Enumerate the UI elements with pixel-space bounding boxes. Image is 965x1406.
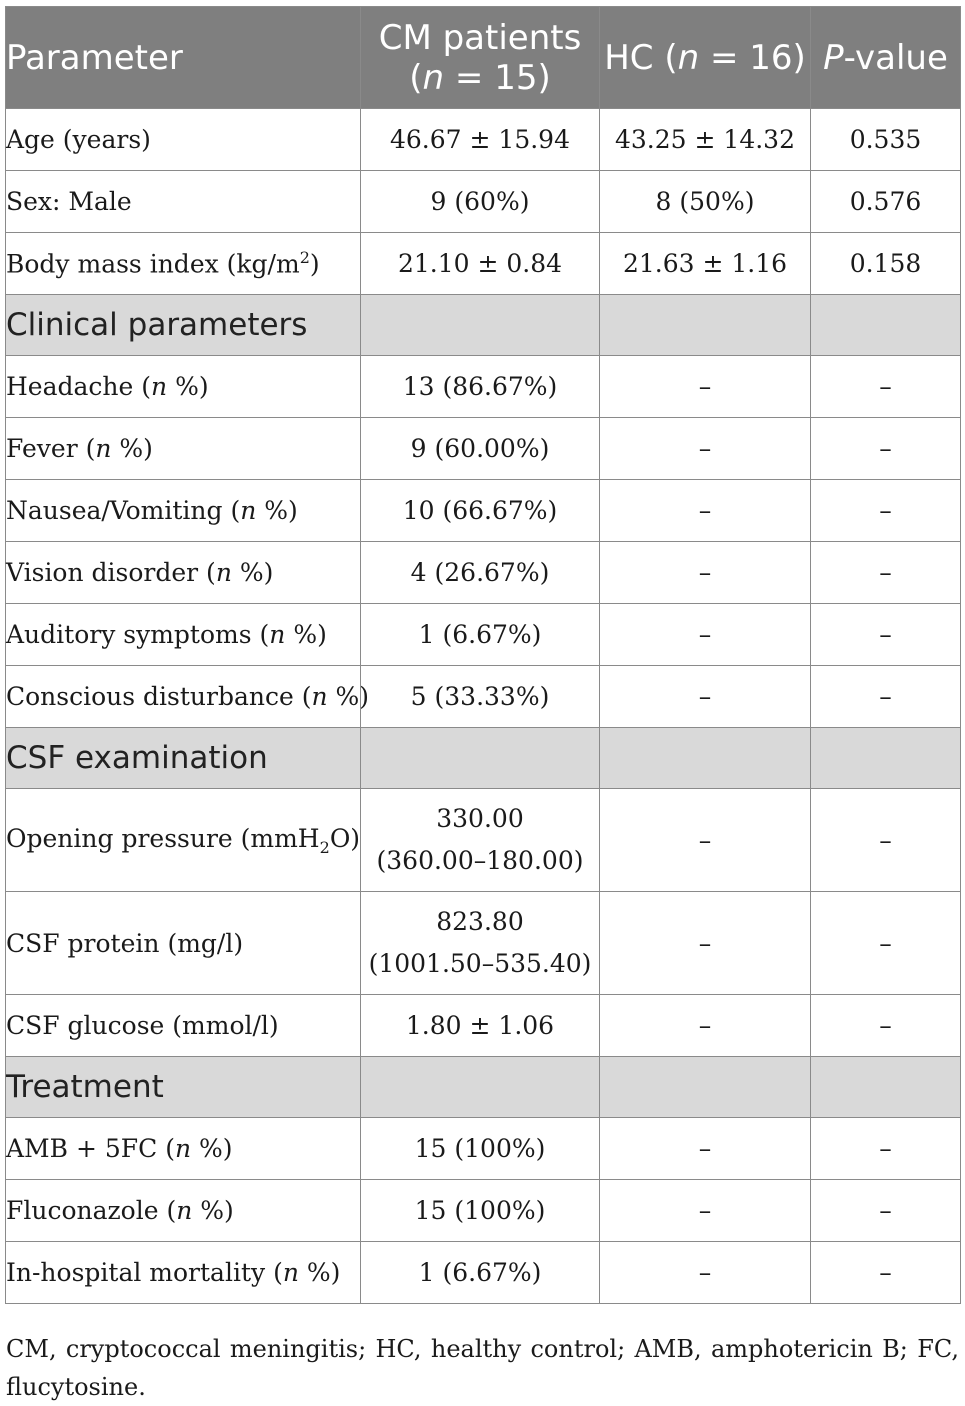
p-value: – [811, 1180, 961, 1242]
table-row [6, 604, 961, 666]
cm-value: 1.80 ± 1.06 [361, 995, 600, 1057]
hc-value: – [600, 356, 811, 418]
header-parameter: Parameter [6, 7, 361, 109]
table-row [6, 995, 961, 1057]
cm-value: 15 (100%) [361, 1118, 600, 1180]
table-row [6, 109, 961, 171]
cm-value: 15 (100%) [361, 1180, 600, 1242]
row-label: Fluconazole (n %) [6, 1180, 361, 1242]
p-value: – [811, 892, 961, 995]
row-label: CSF glucose (mmol/l) [6, 995, 361, 1057]
hc-value: – [600, 789, 811, 892]
cm-value: 1 (6.67%) [361, 604, 600, 666]
header-cm-patients: CM patients (n = 15) [361, 7, 600, 109]
table-row [6, 666, 961, 728]
row-label: Headache (n %) [6, 356, 361, 418]
p-value: 0.535 [811, 109, 961, 171]
table-row [6, 892, 961, 995]
cm-value: 4 (26.67%) [361, 542, 600, 604]
header-hc: HC (n = 16) [600, 7, 811, 109]
cm-value: 21.10 ± 0.84 [361, 233, 600, 295]
cm-value: 330.00 (360.00–180.00) [361, 789, 600, 892]
table-row [6, 171, 961, 233]
row-label: Opening pressure (mmH$_2$O) [6, 789, 361, 892]
p-value: – [811, 789, 961, 892]
p-value: 0.576 [811, 171, 961, 233]
cm-value: 13 (86.67%) [361, 356, 600, 418]
section-row-clinical [6, 295, 961, 356]
characteristics-table [5, 6, 961, 1304]
p-value: – [811, 1118, 961, 1180]
hc-value: – [600, 995, 811, 1057]
hc-value: – [600, 604, 811, 666]
cm-value: 10 (66.67%) [361, 480, 600, 542]
hc-value: – [600, 1242, 811, 1304]
row-label: Conscious disturbance (n %) [6, 666, 361, 728]
p-value: – [811, 542, 961, 604]
table-row [6, 789, 961, 892]
table-row [6, 1118, 961, 1180]
section-row-treatment [6, 1057, 961, 1118]
row-label: In-hospital mortality (n %) [6, 1242, 361, 1304]
table-row [6, 418, 961, 480]
hc-value: – [600, 892, 811, 995]
cm-value: 9 (60.00%) [361, 418, 600, 480]
hc-value: – [600, 480, 811, 542]
p-value: – [811, 418, 961, 480]
p-value: – [811, 666, 961, 728]
table-row [6, 233, 961, 295]
hc-value: 21.63 ± 1.16 [600, 233, 811, 295]
section-title: Clinical parameters [6, 295, 361, 356]
cm-value: 46.67 ± 15.94 [361, 109, 600, 171]
cm-value: 5 (33.33%) [361, 666, 600, 728]
table-row [6, 1242, 961, 1304]
hc-value: – [600, 418, 811, 480]
header-row [6, 7, 961, 109]
table-row [6, 356, 961, 418]
row-label: Age (years) [6, 109, 361, 171]
hc-value: – [600, 666, 811, 728]
row-label: Auditory symptoms (n %) [6, 604, 361, 666]
table-row [6, 480, 961, 542]
section-title: Treatment [6, 1057, 361, 1118]
table-row [6, 1180, 961, 1242]
row-label: CSF protein (mg/l) [6, 892, 361, 995]
row-label: Body mass index $(kg/m^2)$ [6, 233, 361, 295]
row-label: AMB + 5FC (n %) [6, 1118, 361, 1180]
hc-value: – [600, 542, 811, 604]
hc-value: – [600, 1118, 811, 1180]
p-value: – [811, 356, 961, 418]
row-label: Fever (n %) [6, 418, 361, 480]
section-title: CSF examination [6, 728, 361, 789]
p-value: – [811, 1242, 961, 1304]
row-label: Nausea/Vomiting (n %) [6, 480, 361, 542]
table-row [6, 542, 961, 604]
cm-value: 9 (60%) [361, 171, 600, 233]
section-row-csf [6, 728, 961, 789]
cm-value: 823.80 (1001.50–535.40) [361, 892, 600, 995]
row-label: Vision disorder (n %) [6, 542, 361, 604]
table-footnote: CM, cryptococcal meningitis; HC, healthy control; AMB, amphotericin B; FC, flucytosine. [6, 1335, 959, 1401]
p-value: – [811, 995, 961, 1057]
p-value: – [811, 604, 961, 666]
cm-value: 1 (6.67%) [361, 1242, 600, 1304]
p-value: 0.158 [811, 233, 961, 295]
hc-value: 8 (50%) [600, 171, 811, 233]
hc-value: – [600, 1180, 811, 1242]
p-value: – [811, 480, 961, 542]
row-label: Sex: Male [6, 171, 361, 233]
hc-value: 43.25 ± 14.32 [600, 109, 811, 171]
header-p-value: P-value [811, 7, 961, 109]
